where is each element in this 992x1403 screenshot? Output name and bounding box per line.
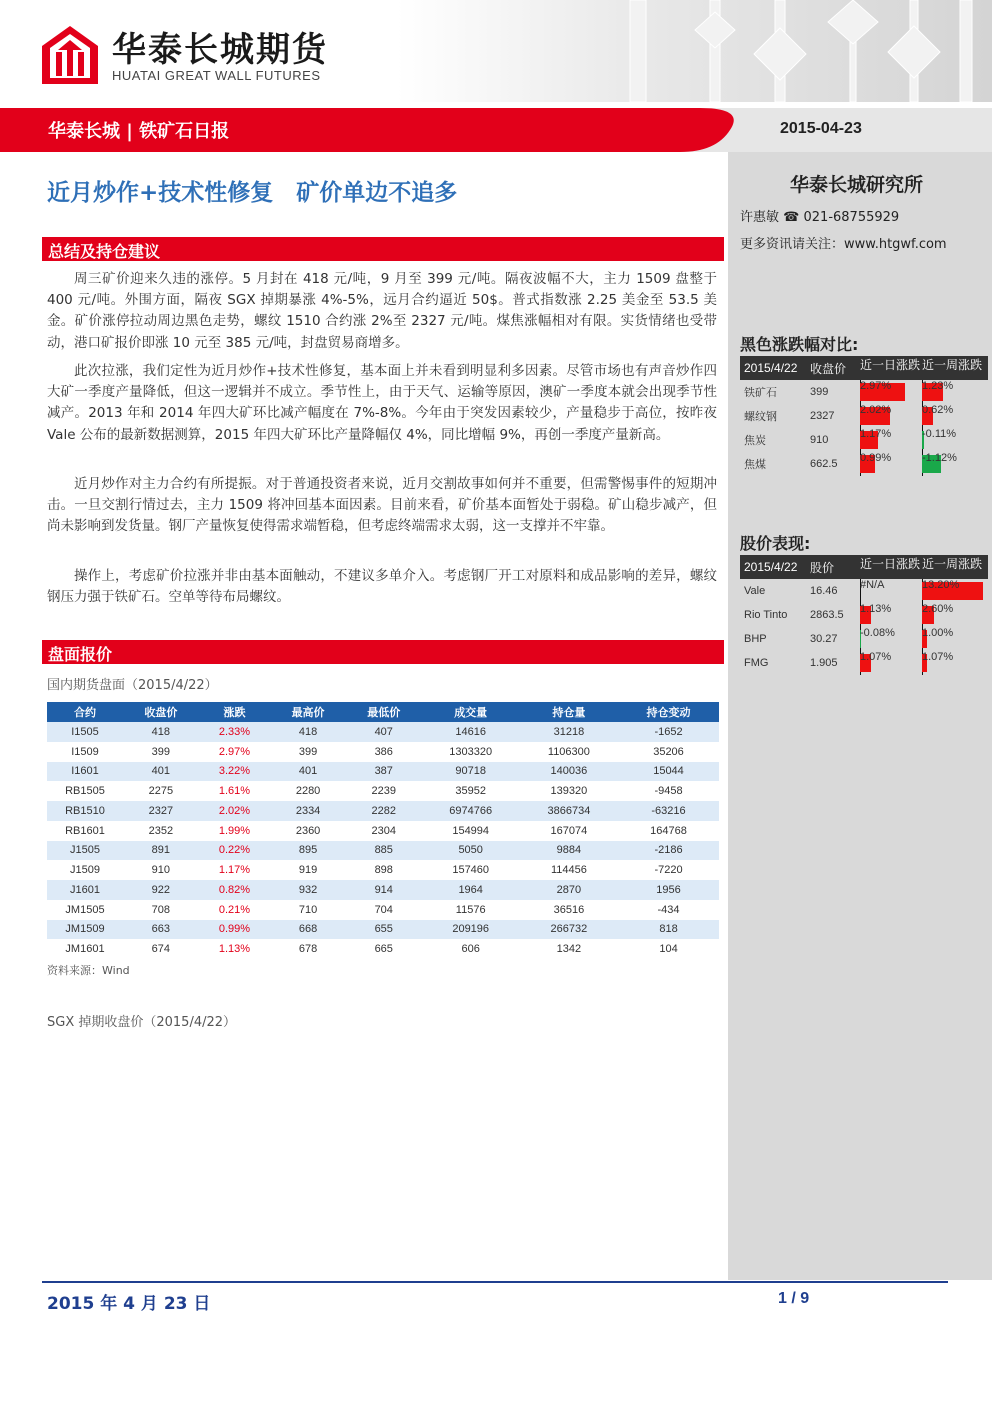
futures-cell: -434 xyxy=(657,903,680,916)
black-row-day-cell xyxy=(860,452,922,476)
institute-name: 华泰长城研究所 xyxy=(790,174,924,196)
futures-cell: 164768 xyxy=(650,824,687,837)
futures-cell: 2327 xyxy=(123,801,199,821)
futures-col-header: 持仓量 xyxy=(520,702,618,722)
stock-row-name: Vale xyxy=(744,585,766,597)
black-day-value: 2.97% xyxy=(860,380,892,392)
futures-cell: JM1601 xyxy=(65,943,105,956)
futures-table-row xyxy=(47,722,719,742)
futures-caption: 国内期货盘面（2015/4/22） xyxy=(47,678,218,693)
futures-cell: 898 xyxy=(374,864,393,877)
futures-cell: JM1509 xyxy=(47,920,123,940)
futures-table-row xyxy=(47,762,719,782)
futures-cell: 154994 xyxy=(452,824,490,837)
futures-cell: 418 xyxy=(123,722,199,742)
black-row-price: 910 xyxy=(810,434,829,446)
futures-cell: 2.33% xyxy=(199,722,271,742)
futures-cell: 2280 xyxy=(295,785,321,798)
black-row-day-cell xyxy=(860,380,922,404)
stock-header-day: 近一日涨跌 xyxy=(860,557,921,571)
futures-cell: I1601 xyxy=(47,762,123,782)
black-row xyxy=(740,428,988,452)
stock-row-week-cell xyxy=(922,627,988,651)
company-name-cn: 华泰长城期货 xyxy=(112,30,328,70)
black-week-value: -0.11% xyxy=(922,428,957,440)
stock-day-value: #N/A xyxy=(860,579,885,591)
report-date: 2015-04-23 xyxy=(780,120,862,137)
black-compare-title: 黑色涨跌幅对比: xyxy=(740,335,859,354)
black-row-name: 铁矿石 xyxy=(744,387,777,399)
black-header-date: 2015/4/22 xyxy=(744,361,798,375)
footer-divider xyxy=(42,1281,948,1283)
futures-cell: 1964 xyxy=(422,880,520,900)
futures-cell: 0.82% xyxy=(199,880,271,900)
stock-day-value: 1.07% xyxy=(860,651,892,663)
futures-table-row xyxy=(47,860,719,880)
futures-cell: -9458 xyxy=(654,785,683,798)
futures-cell: 35206 xyxy=(653,745,684,758)
futures-cell: 818 xyxy=(618,920,719,940)
header-decoration-icon xyxy=(560,0,992,102)
futures-table-row xyxy=(47,900,719,920)
futures-col-header: 合约 xyxy=(47,702,123,722)
futures-col-header: 涨跌 xyxy=(199,702,271,722)
futures-cell: 0.99% xyxy=(199,920,271,940)
stock-row-price: 16.46 xyxy=(810,585,838,597)
futures-cell: 655 xyxy=(346,920,422,940)
futures-cell: 914 xyxy=(346,880,422,900)
futures-cell: 209196 xyxy=(422,920,520,940)
sgx-caption: SGX 掉期收盘价（2015/4/22） xyxy=(47,1015,237,1030)
black-day-value: 2.02% xyxy=(860,404,892,416)
futures-cell: 2275 xyxy=(148,785,174,798)
futures-cell: RB1601 xyxy=(65,824,105,837)
futures-cell: 11576 xyxy=(455,903,486,916)
futures-table-row xyxy=(47,939,719,959)
futures-cell: 139320 xyxy=(550,785,588,798)
stock-week-value: 2.60% xyxy=(922,603,954,615)
analyst-contact xyxy=(740,206,899,225)
stock-row xyxy=(740,627,988,651)
section-summary-title: 总结及持仓建议 xyxy=(48,242,161,261)
futures-cell: I1505 xyxy=(47,722,123,742)
futures-cell: 1956 xyxy=(618,880,719,900)
futures-cell: 668 xyxy=(270,920,346,940)
stock-header-price: 股价 xyxy=(810,560,835,575)
futures-cell: 1.13% xyxy=(218,943,251,956)
stock-row-day-cell xyxy=(860,603,922,627)
black-header-day: 近一日涨跌 xyxy=(860,358,921,372)
futures-cell: 674 xyxy=(151,943,171,956)
futures-cell: RB1510 xyxy=(47,801,123,821)
black-row-name: 螺纹钢 xyxy=(744,411,777,423)
futures-cell: 401 xyxy=(123,762,199,782)
stock-row-day-cell xyxy=(860,627,922,651)
paragraph-3: 近月炒作对主力合约有所提振。对于普通投资者来说，近月交割故事如何并不重要，但需警惕事件的短期冲击。一旦交割行情过去，主力 1509 将冲回基本面因素。目前来看，矿价基本面暂处于弱稳。矿山稳步减产，但尚未影响到发货量。钢厂产量恢复使得需求端暂稳，但考虑终端需求太弱，这一支撑并不牢靠。 xyxy=(47,476,717,535)
phone-icon: ☎ xyxy=(783,210,800,225)
futures-cell: 710 xyxy=(298,903,318,916)
futures-cell: 90718 xyxy=(422,762,520,782)
stock-row-price: 1.905 xyxy=(810,657,838,669)
futures-cell: 704 xyxy=(374,903,393,916)
futures-cell: J1601 xyxy=(47,880,123,900)
futures-cell: 678 xyxy=(298,943,318,956)
stock-perf-table xyxy=(740,555,988,675)
stock-row-day-cell xyxy=(860,579,922,603)
futures-col-header: 成交量 xyxy=(422,702,520,722)
futures-cell: 386 xyxy=(374,745,393,758)
black-header-week: 近一周涨跌 xyxy=(922,358,983,372)
black-row-day-cell xyxy=(860,404,922,428)
futures-cell: -2186 xyxy=(618,841,719,861)
futures-col-header: 收盘价 xyxy=(123,702,199,722)
black-day-value: 0.99% xyxy=(860,452,892,464)
futures-cell: 1303320 xyxy=(449,745,493,758)
more-info-link[interactable]: 更多资讯请关注：www.htgwf.com xyxy=(740,237,947,252)
page-header xyxy=(0,0,992,102)
futures-cell: 157460 xyxy=(452,864,490,877)
futures-cell: 922 xyxy=(123,880,199,900)
futures-table-row xyxy=(47,801,719,821)
futures-cell: 14616 xyxy=(422,722,520,742)
futures-cell: 140036 xyxy=(520,762,618,782)
futures-table-row xyxy=(47,821,719,841)
paragraph-2: 此次拉涨，我们定性为近月炒作+技术性修复，基本面上并未看到明显利多因素。尽管市场也有声音炒作四大矿一季度产量降低，但这一逻辑并不成立。季节性上，由于天气、运输等原因，澳矿一季度本就会出现季节性减产。2013 年和 2014 年四大矿环比减产幅度在 7%-8%。今年由于突发因素较少，产量稳步于高位，按昨夜 Vale 公布的最新数据测算，2015 年四大矿环比产量降幅仅 4%，同比增幅 9%，再创一季度产量新高。 xyxy=(47,363,717,443)
futures-cell: 15044 xyxy=(618,762,719,782)
stock-row-day-cell xyxy=(860,651,922,675)
futures-cell: 31218 xyxy=(520,722,618,742)
sidebar xyxy=(728,152,992,1280)
futures-cell: 2870 xyxy=(520,880,618,900)
futures-table-header xyxy=(47,702,719,722)
futures-cell: 401 xyxy=(270,762,346,782)
futures-cell: -1652 xyxy=(618,722,719,742)
futures-cell: 1.61% xyxy=(218,785,251,798)
futures-cell: 1.99% xyxy=(218,824,251,837)
black-compare-table xyxy=(740,356,988,476)
black-row-name: 焦炭 xyxy=(744,435,766,447)
futures-cell: 895 xyxy=(270,841,346,861)
futures-cell: 9884 xyxy=(520,841,618,861)
stock-row-name: FMG xyxy=(744,657,769,669)
futures-cell: J1505 xyxy=(47,841,123,861)
stock-row xyxy=(740,603,988,627)
stock-row-week-cell xyxy=(922,579,988,603)
black-week-value: -1.12% xyxy=(922,452,957,464)
futures-cell: RB1505 xyxy=(65,785,105,798)
analyst-phone: 021-68755929 xyxy=(803,210,900,225)
report-title: 华泰长城 | 铁矿石日报 xyxy=(48,121,230,142)
black-day-value: 1.17% xyxy=(860,428,892,440)
stock-header-week: 近一周涨跌 xyxy=(922,557,983,571)
futures-cell: 2.97% xyxy=(218,745,251,758)
futures-cell: 0.21% xyxy=(218,903,251,916)
futures-cell: 708 xyxy=(151,903,171,916)
futures-cell: 1342 xyxy=(556,943,582,956)
futures-cell: I1509 xyxy=(71,745,99,758)
futures-cell: 910 xyxy=(151,864,171,877)
stock-day-value: 1.13% xyxy=(860,603,892,615)
stock-table-header xyxy=(740,555,988,579)
stock-week-value: 13.20% xyxy=(922,579,960,591)
stock-row-week-cell xyxy=(922,603,988,627)
futures-cell: 919 xyxy=(298,864,318,877)
black-row-day-cell xyxy=(860,428,922,452)
futures-cell: 665 xyxy=(374,943,393,956)
futures-cell: 399 xyxy=(151,745,171,758)
futures-cell: 2352 xyxy=(148,824,174,837)
stock-week-value: 1.07% xyxy=(922,651,954,663)
futures-cell: 891 xyxy=(123,841,199,861)
black-row-week-cell xyxy=(922,428,988,452)
futures-cell: 1106300 xyxy=(547,745,590,758)
futures-cell: 885 xyxy=(346,841,422,861)
black-header-price: 收盘价 xyxy=(810,361,847,376)
futures-cell: 2304 xyxy=(371,824,396,837)
page-number: 1 / 9 xyxy=(778,1290,810,1307)
futures-cell: 167074 xyxy=(550,824,588,837)
black-table-header xyxy=(740,356,988,380)
futures-cell: 114456 xyxy=(550,864,587,877)
paragraph-4: 操作上，考虑矿价拉涨并非由基本面触动，不建议多单介入。考虑钢厂开工对原料和成品影响的差异，螺纹钢压力强于铁矿石。空单等待布局螺纹。 xyxy=(47,568,717,606)
futures-cell: 932 xyxy=(270,880,346,900)
black-row-price: 2327 xyxy=(810,410,835,422)
stock-row-week-cell xyxy=(922,651,988,675)
black-row-week-cell xyxy=(922,452,988,476)
stock-week-value: 1.00% xyxy=(922,627,954,639)
futures-cell: J1509 xyxy=(70,864,100,877)
futures-cell: 2282 xyxy=(346,801,422,821)
futures-table xyxy=(47,702,719,959)
black-week-value: 1.23% xyxy=(922,380,954,392)
paragraph-1: 周三矿价迎来久违的涨停。5 月封在 418 元/吨，9 月至 399 元/吨。隔夜波幅不大，主力 1509 盘整于 400 元/吨。外围方面，隔夜 SGX 掉期暴涨 4%-5%，远月合约逼近 50$。普式指数涨 2.25 美金至 53.5 美金。矿价涨停拉动周边黑色走势，螺纹 1510 合约涨 2%至 2327 元/吨。煤焦涨幅相对有限。实货情绪也受带动，港口矿报价即涨 10 元至 385 元/吨，封盘贸易商增多。 xyxy=(47,271,717,351)
analyst-name: 许惠敏 xyxy=(740,210,780,225)
futures-cell: 2.02% xyxy=(199,801,271,821)
stock-row-name: Rio Tinto xyxy=(744,609,788,621)
futures-cell: 104 xyxy=(659,943,678,956)
futures-cell: 36516 xyxy=(553,903,585,916)
futures-cell: -7220 xyxy=(654,864,683,877)
futures-cell: -63216 xyxy=(618,801,719,821)
black-row-price: 662.5 xyxy=(810,458,838,470)
futures-cell: 3.22% xyxy=(199,762,271,782)
futures-cell: 418 xyxy=(270,722,346,742)
futures-cell: 35952 xyxy=(455,785,486,798)
black-row-week-cell xyxy=(922,404,988,428)
futures-cell: 2360 xyxy=(295,824,321,837)
futures-table-row xyxy=(47,841,719,861)
futures-table-row xyxy=(47,742,719,762)
futures-cell: 6974766 xyxy=(422,801,520,821)
stock-perf-title: 股价表现: xyxy=(740,534,811,553)
futures-cell: 3866734 xyxy=(520,801,618,821)
futures-col-header: 最高价 xyxy=(270,702,346,722)
futures-cell: 387 xyxy=(346,762,422,782)
futures-cell: 5050 xyxy=(422,841,520,861)
stock-header-date: 2015/4/22 xyxy=(744,560,798,574)
black-row-name: 焦煤 xyxy=(744,459,766,471)
main-headline: 近月炒作+技术性修复 矿价单边不追多 xyxy=(47,180,458,206)
company-name-en: HUATAI GREAT WALL FUTURES xyxy=(112,68,321,83)
futures-col-header: 最低价 xyxy=(346,702,422,722)
futures-cell: 606 xyxy=(461,943,480,956)
futures-cell: 2239 xyxy=(371,785,396,798)
futures-cell: 266732 xyxy=(520,920,618,940)
section-quote-bar xyxy=(42,640,724,664)
section-summary-bar xyxy=(42,237,724,261)
company-logo-icon xyxy=(42,26,98,84)
footer-date: 2015 年 4 月 23 日 xyxy=(47,1294,211,1314)
black-row xyxy=(740,380,988,404)
section-quote-title: 盘面报价 xyxy=(48,645,113,664)
stock-row xyxy=(740,579,988,603)
black-row-week-cell xyxy=(922,380,988,404)
futures-cell: 0.22% xyxy=(199,841,271,861)
futures-cell: 407 xyxy=(346,722,422,742)
black-row xyxy=(740,452,988,476)
futures-cell: 2334 xyxy=(270,801,346,821)
futures-table-row xyxy=(47,920,719,940)
futures-cell: 1.17% xyxy=(218,864,251,877)
black-week-value: 0.62% xyxy=(922,404,954,416)
stock-row-price: 2863.5 xyxy=(810,609,844,621)
futures-table-row xyxy=(47,781,719,801)
stock-day-value: -0.08% xyxy=(860,627,895,639)
futures-col-header: 持仓变动 xyxy=(618,702,719,722)
black-row xyxy=(740,404,988,428)
futures-table-row xyxy=(47,880,719,900)
black-row-price: 399 xyxy=(810,386,829,398)
stock-row-name: BHP xyxy=(744,633,767,645)
stock-row xyxy=(740,651,988,675)
data-source: 资料来源：Wind xyxy=(47,964,130,977)
futures-cell: JM1505 xyxy=(65,903,105,916)
futures-cell: 399 xyxy=(298,745,318,758)
futures-cell: 663 xyxy=(123,920,199,940)
stock-row-price: 30.27 xyxy=(810,633,838,645)
